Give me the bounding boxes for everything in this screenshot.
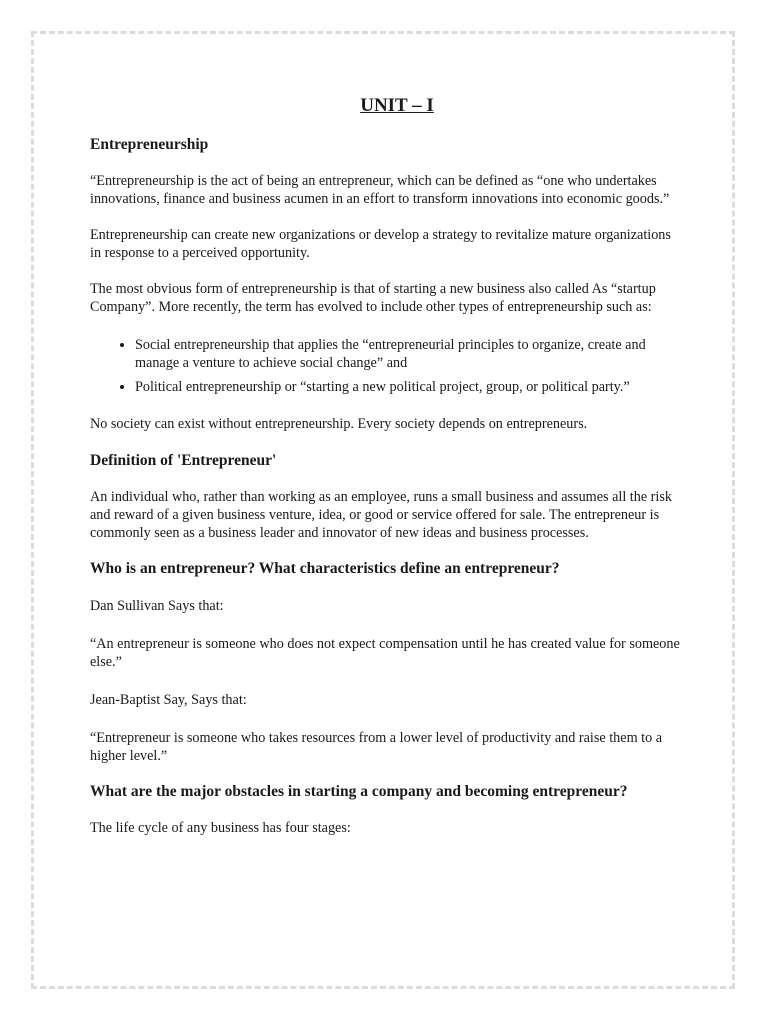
paragraph-life-cycle: The life cycle of any business has four stages: xyxy=(90,820,351,836)
entrepreneurship-types-list xyxy=(90,336,680,396)
paragraph-sullivan: Dan Sullivan Says that: xyxy=(90,598,224,614)
paragraph-say: Jean-Baptist Say, Says that: xyxy=(90,692,247,708)
list-item-political: • Political entrepreneurship or “starting a new political project, group, or political party.” xyxy=(135,378,680,396)
paragraph-startup: The most obvious form of entrepreneurship is that of starting a new business also called As “startup Company”. More recently, the term has evolved to include other types of entrepreneurship such as: xyxy=(90,281,656,315)
paragraph-individual: An individual who, rather than working as an employee, runs a small business and assumes all the risk and reward of a given business venture, idea, or good or service offered for sale. The entrepreneur is commonly seen as a business leader and innovator of new ideas and business processes. xyxy=(90,489,672,541)
paragraph-definition-quote: “Entrepreneurship is the act of being an entrepreneur, which can be defined as “one who undertakes innovations, finance and business acumen in an effort to transform innovations into economic goods.” xyxy=(90,173,670,207)
paragraph-society: No society can exist without entrepreneurship. Every society depends on entrepreneurs. xyxy=(90,416,588,432)
list-item-social: • Social entrepreneurship that applies the “entrepreneurial principles to organize, create and manage a venture to achieve social change” and xyxy=(135,336,680,372)
paragraph-say-quote: “Entrepreneur is someone who takes resources from a lower level of productivity and raise them to a higher level.” xyxy=(90,730,663,764)
heading-obstacles: What are the major obstacles in starting a company and becoming entrepreneur? xyxy=(90,783,628,800)
paragraph-new-organizations: Entrepreneurship can create new organizations or develop a strategy to revitalize mature organizations in response to a perceived opportunity. xyxy=(90,227,671,261)
heading-definition: Definition of 'Entrepreneur' xyxy=(90,452,277,469)
unit-title: UNIT – I xyxy=(360,95,434,116)
paragraph-sullivan-quote: “An entrepreneur is someone who does not expect compensation until he has created value for someone else.” xyxy=(90,636,680,670)
heading-who-is-entrepreneur: Who is an entrepreneur? What characteristics define an entrepreneur? xyxy=(90,560,560,577)
heading-entrepreneurship: Entrepreneurship xyxy=(90,136,209,153)
document-body xyxy=(90,94,680,837)
